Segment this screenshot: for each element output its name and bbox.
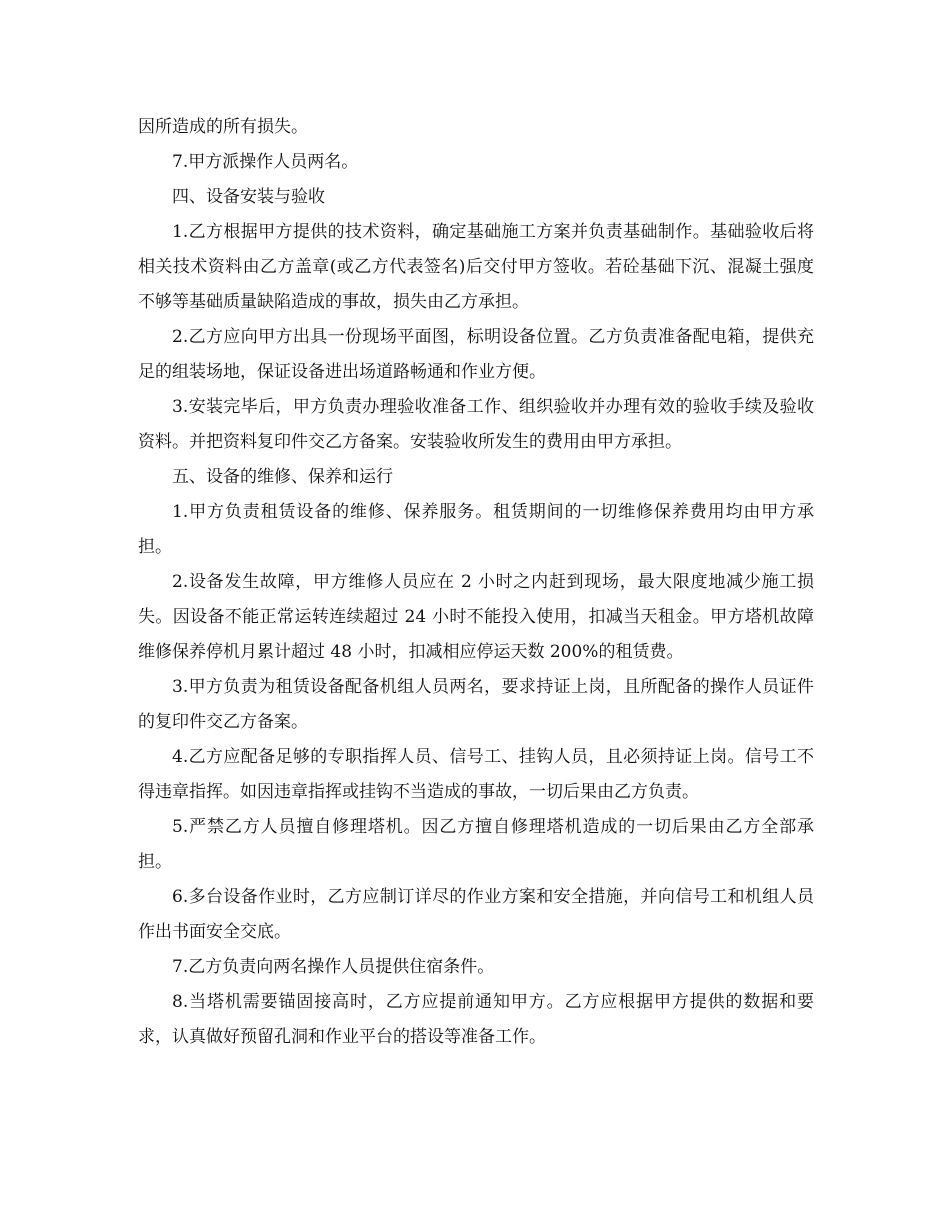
- paragraph: 5.严禁乙方人员擅自修理塔机。因乙方擅自修理塔机造成的一切后果由乙方全部承担。: [138, 817, 814, 872]
- paragraph: 因所造成的所有损失。: [138, 117, 308, 137]
- paragraph: 2.乙方应向甲方出具一份现场平面图，标明设备位置。乙方负责准备配电箱，提供充足的组装场地，保证设备进出场道路畅通和作业方便。: [138, 327, 814, 382]
- paragraph: 3.安装完毕后，甲方负责办理验收准备工作、组织验收并办理有效的验收手续及验收资料。并把资料复印件交乙方备案。安装验收所发生的费用由甲方承担。: [138, 397, 814, 452]
- paragraph: 4.乙方应配备足够的专职指挥人员、信号工、挂钩人员，且必须持证上岗。信号工不得违章指挥。如因违章指挥或挂钩不当造成的事故，一切后果由乙方负责。: [138, 747, 814, 802]
- paragraph: 3.甲方负责为租赁设备配备机组人员两名，要求持证上岗，且所配备的操作人员证件的复印件交乙方备案。: [138, 677, 814, 732]
- section-heading: 四、设备安装与验收: [172, 187, 325, 207]
- paragraph: 6.多台设备作业时，乙方应制订详尽的作业方案和安全措施，并向信号工和机组人员作出书面安全交底。: [138, 887, 814, 942]
- paragraph: 7.甲方派操作人员两名。: [172, 152, 359, 172]
- paragraph: 8.当塔机需要锚固接高时，乙方应提前通知甲方。乙方应根据甲方提供的数据和要求，认真做好预留孔洞和作业平台的搭设等准备工作。: [138, 992, 814, 1047]
- paragraph: 1.乙方根据甲方提供的技术资料，确定基础施工方案并负责基础制作。基础验收后将相关技术资料由乙方盖章(或乙方代表签名)后交付甲方签收。若砼基础下沉、混凝土强度不够等基础质量缺陷造成的事故，损失由乙方承担。: [138, 222, 814, 312]
- paragraph: 7.乙方负责向两名操作人员提供住宿条件。: [172, 957, 495, 977]
- section-heading: 五、设备的维修、保养和运行: [172, 467, 393, 487]
- paragraph: 1.甲方负责租赁设备的维修、保养服务。租赁期间的一切维修保养费用均由甲方承担。: [138, 502, 814, 557]
- paragraph: 2.设备发生故障，甲方维修人员应在 2 小时之内赶到现场，最大限度地减少施工损失。因设备不能正常运转连续超过 24 小时不能投入使用，扣减当天租金。甲方塔机故障维修保养停机月累计超过 48 小时，扣减相应停运天数 200%的租赁费。: [138, 572, 814, 662]
- document-body: [138, 110, 814, 1055]
